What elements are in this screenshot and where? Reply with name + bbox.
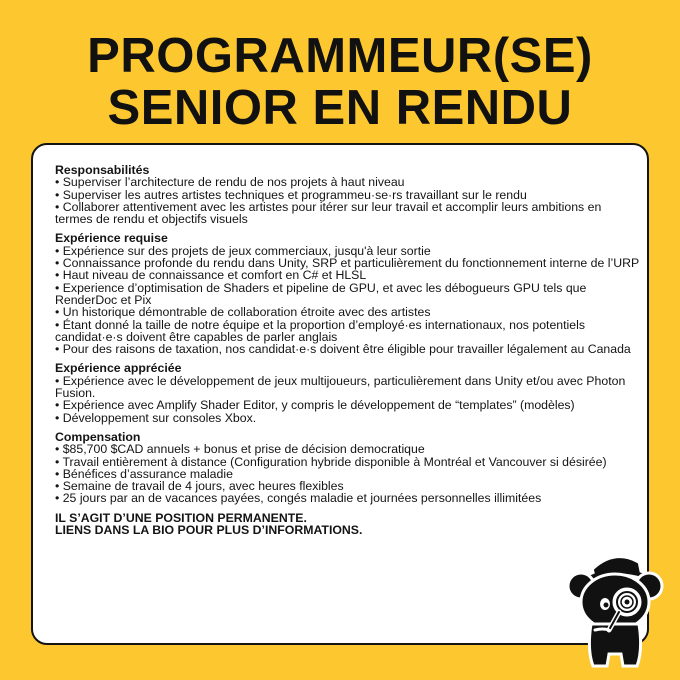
list-item: • Un historique démontrable de collaboration étroite avec des artistes bbox=[55, 305, 431, 320]
footer-line-2: LIENS DANS LA BIO POUR PLUS D’INFORMATIONS. bbox=[55, 523, 363, 538]
title-line-2: SENIOR EN RENDU bbox=[107, 81, 573, 135]
section-required-experience bbox=[55, 232, 641, 355]
list-item: • Experience d’optimisation de Shaders et pipeline de GPU, et avec les débogueurs GPU tels que RenderDoc et Pix bbox=[55, 280, 587, 307]
section-title: Expérience appréciée bbox=[55, 361, 182, 376]
list-item: • 25 jours par an de vacances payées, congés maladie et journées personnelles illimitées bbox=[55, 491, 542, 506]
list-item: • Développement sur consoles Xbox. bbox=[55, 410, 257, 425]
section-title: Compensation bbox=[55, 429, 141, 444]
footer-line-1: IL S’AGIT D’UNE POSITION PERMANENTE. bbox=[55, 510, 307, 525]
job-description-content bbox=[55, 164, 641, 536]
list-item: • Connaissance profonde du rendu dans Unity, SRP et particulièrement du fonctionnement interne de l’URP bbox=[55, 256, 640, 271]
list-item: • Expérience avec le développement de jeux multijoueurs, particulièrement dans Unity et/ou avec Photon Fusion. bbox=[55, 373, 626, 401]
list-item: • $85,700 $CAD annuels + bonus et prise de décision democratique bbox=[55, 442, 425, 457]
title-line-1: PROGRAMMEUR(SE) bbox=[87, 29, 593, 83]
list-item: • Pour des raisons de taxation, nos candidat·e·s doivent être éligible pour travailler légalement au Canada bbox=[55, 342, 631, 357]
section-compensation bbox=[55, 431, 641, 505]
section-title: Expérience requise bbox=[55, 231, 168, 246]
section-title: Responsabilités bbox=[55, 163, 150, 177]
list-item: • Bénéfices d’assurance maladie bbox=[55, 466, 233, 481]
list-item: • Expérience sur des projets de jeux commerciaux, jusqu'à leur sortie bbox=[55, 243, 431, 258]
list-item: • Collaborer attentivement avec les artistes pour itérer sur leur travail et accomplir leurs ambitions en termes de rendu et objectifs visuels bbox=[55, 199, 602, 227]
footer-note bbox=[55, 512, 641, 537]
detective-bear-with-magnifier-icon bbox=[565, 550, 665, 675]
list-item: • Superviser l’architecture de rendu de nos projets à haut niveau bbox=[55, 175, 405, 190]
job-description-card bbox=[31, 143, 649, 645]
list-item: • Semaine de travail de 4 jours, avec heures flexibles bbox=[55, 479, 344, 494]
section-responsibilities bbox=[55, 164, 641, 225]
section-preferred-experience bbox=[55, 362, 641, 423]
page-title bbox=[0, 30, 680, 134]
list-item: • Étant donné la taille de notre équipe et la proportion d’employé·es internationaux, nos potentiels candidat·e·s doivent être capables de parler anglais bbox=[55, 317, 586, 344]
list-item: • Superviser les autres artistes techniques et programmeu·se·rs travaillant sur le rendu bbox=[55, 187, 527, 202]
list-item: • Haut niveau de connaissance et comfort en C# et HLSL bbox=[55, 268, 367, 283]
list-item: • Expérience avec Amplify Shader Editor, y compris le développement de “templates” (modèles) bbox=[55, 398, 575, 413]
list-item: • Travail entièrement à distance (Configuration hybride disponible à Montréal et Vancouver si désirée) bbox=[55, 454, 607, 469]
